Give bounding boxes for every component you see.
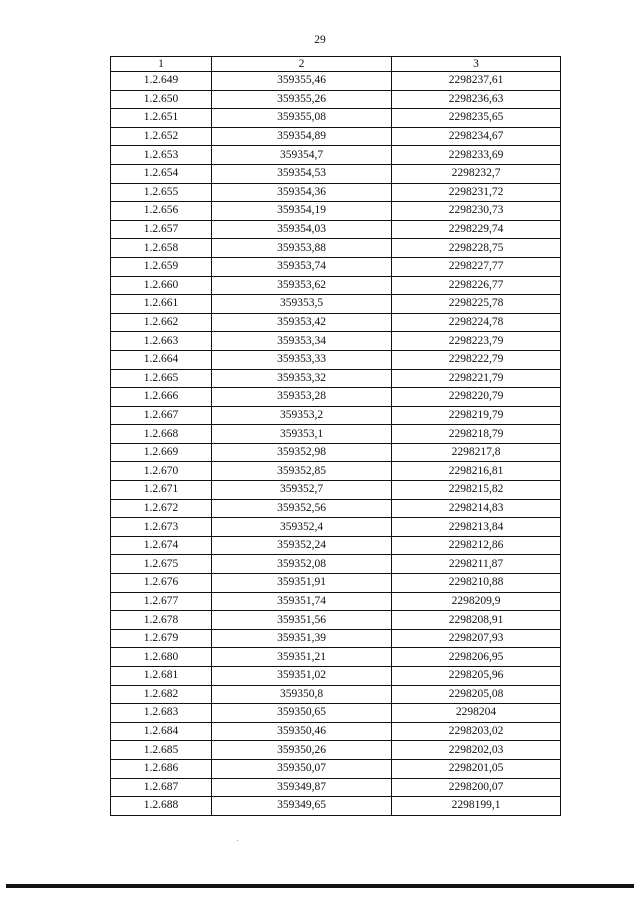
x-coordinate-cell: 359354,89 xyxy=(212,127,392,146)
table-body xyxy=(111,72,561,816)
table-row xyxy=(111,127,561,146)
table-row xyxy=(111,685,561,704)
x-coordinate-cell: 359351,02 xyxy=(212,667,392,686)
point-number-cell: 1.2.656 xyxy=(111,202,212,221)
x-coordinate-cell: 359352,4 xyxy=(212,518,392,537)
point-number-cell: 1.2.654 xyxy=(111,164,212,183)
point-number-cell: 1.2.684 xyxy=(111,722,212,741)
x-coordinate-cell: 359354,7 xyxy=(212,146,392,165)
x-coordinate-cell: 359354,36 xyxy=(212,183,392,202)
y-coordinate-cell: 2298235,65 xyxy=(392,109,561,128)
y-coordinate-cell: 2298234,67 xyxy=(392,127,561,146)
x-coordinate-cell: 359350,26 xyxy=(212,741,392,760)
table-row xyxy=(111,164,561,183)
table-row xyxy=(111,536,561,555)
y-coordinate-cell: 2298222,79 xyxy=(392,350,561,369)
y-coordinate-cell: 2298229,74 xyxy=(392,220,561,239)
point-number-cell: 1.2.686 xyxy=(111,759,212,778)
point-number-cell: 1.2.687 xyxy=(111,778,212,797)
table-row xyxy=(111,295,561,314)
table-row xyxy=(111,797,561,816)
table-row xyxy=(111,704,561,723)
y-coordinate-cell: 2298204 xyxy=(392,704,561,723)
point-number-cell: 1.2.661 xyxy=(111,295,212,314)
y-coordinate-cell: 2298206,95 xyxy=(392,648,561,667)
y-coordinate-cell: 2298220,79 xyxy=(392,388,561,407)
x-coordinate-cell: 359355,46 xyxy=(212,72,392,91)
table-row xyxy=(111,369,561,388)
table-row xyxy=(111,146,561,165)
point-number-cell: 1.2.667 xyxy=(111,406,212,425)
y-coordinate-cell: 2298208,91 xyxy=(392,611,561,630)
x-coordinate-cell: 359354,53 xyxy=(212,164,392,183)
x-coordinate-cell: 359353,5 xyxy=(212,295,392,314)
y-coordinate-cell: 2298236,63 xyxy=(392,90,561,109)
column-header-1: 1 xyxy=(111,57,212,72)
table-row xyxy=(111,406,561,425)
x-coordinate-cell: 359355,26 xyxy=(212,90,392,109)
table-row xyxy=(111,220,561,239)
x-coordinate-cell: 359351,39 xyxy=(212,629,392,648)
scan-speck xyxy=(237,840,238,841)
y-coordinate-cell: 2298215,82 xyxy=(392,481,561,500)
table-row xyxy=(111,239,561,258)
y-coordinate-cell: 2298219,79 xyxy=(392,406,561,425)
point-number-cell: 1.2.685 xyxy=(111,741,212,760)
y-coordinate-cell: 2298230,73 xyxy=(392,202,561,221)
y-coordinate-cell: 2298223,79 xyxy=(392,332,561,351)
point-number-cell: 1.2.680 xyxy=(111,648,212,667)
table-row xyxy=(111,481,561,500)
table-row xyxy=(111,313,561,332)
y-coordinate-cell: 2298227,77 xyxy=(392,257,561,276)
x-coordinate-cell: 359349,87 xyxy=(212,778,392,797)
y-coordinate-cell: 2298233,69 xyxy=(392,146,561,165)
y-coordinate-cell: 2298214,83 xyxy=(392,499,561,518)
point-number-cell: 1.2.659 xyxy=(111,257,212,276)
point-number-cell: 1.2.668 xyxy=(111,425,212,444)
x-coordinate-cell: 359355,08 xyxy=(212,109,392,128)
x-coordinate-cell: 359350,8 xyxy=(212,685,392,704)
table-row xyxy=(111,425,561,444)
x-coordinate-cell: 359354,03 xyxy=(212,220,392,239)
x-coordinate-cell: 359353,42 xyxy=(212,313,392,332)
point-number-cell: 1.2.658 xyxy=(111,239,212,258)
x-coordinate-cell: 359350,46 xyxy=(212,722,392,741)
point-number-cell: 1.2.664 xyxy=(111,350,212,369)
table-row xyxy=(111,90,561,109)
y-coordinate-cell: 2298231,72 xyxy=(392,183,561,202)
column-header-3: 3 xyxy=(392,57,561,72)
x-coordinate-cell: 359352,7 xyxy=(212,481,392,500)
y-coordinate-cell: 2298202,03 xyxy=(392,741,561,760)
column-header-2: 2 xyxy=(212,57,392,72)
x-coordinate-cell: 359353,74 xyxy=(212,257,392,276)
x-coordinate-cell: 359354,19 xyxy=(212,202,392,221)
x-coordinate-cell: 359353,32 xyxy=(212,369,392,388)
table-row xyxy=(111,332,561,351)
table-row xyxy=(111,443,561,462)
coordinates-table xyxy=(110,56,561,816)
table-row xyxy=(111,462,561,481)
table-row xyxy=(111,555,561,574)
y-coordinate-cell: 2298212,86 xyxy=(392,536,561,555)
x-coordinate-cell: 359352,08 xyxy=(212,555,392,574)
y-coordinate-cell: 2298213,84 xyxy=(392,518,561,537)
table-row xyxy=(111,202,561,221)
y-coordinate-cell: 2298221,79 xyxy=(392,369,561,388)
y-coordinate-cell: 2298203,02 xyxy=(392,722,561,741)
point-number-cell: 1.2.671 xyxy=(111,481,212,500)
table-row xyxy=(111,592,561,611)
point-number-cell: 1.2.651 xyxy=(111,109,212,128)
y-coordinate-cell: 2298232,7 xyxy=(392,164,561,183)
table-row xyxy=(111,499,561,518)
table-row xyxy=(111,183,561,202)
y-coordinate-cell: 2298226,77 xyxy=(392,276,561,295)
point-number-cell: 1.2.675 xyxy=(111,555,212,574)
table-row xyxy=(111,648,561,667)
table-row xyxy=(111,574,561,593)
y-coordinate-cell: 2298200,07 xyxy=(392,778,561,797)
table-row xyxy=(111,350,561,369)
point-number-cell: 1.2.660 xyxy=(111,276,212,295)
table-row xyxy=(111,257,561,276)
y-coordinate-cell: 2298205,08 xyxy=(392,685,561,704)
y-coordinate-cell: 2298199,1 xyxy=(392,797,561,816)
point-number-cell: 1.2.688 xyxy=(111,797,212,816)
x-coordinate-cell: 359351,91 xyxy=(212,574,392,593)
point-number-cell: 1.2.655 xyxy=(111,183,212,202)
y-coordinate-cell: 2298209,9 xyxy=(392,592,561,611)
x-coordinate-cell: 359353,33 xyxy=(212,350,392,369)
y-coordinate-cell: 2298201,05 xyxy=(392,759,561,778)
table-row xyxy=(111,778,561,797)
point-number-cell: 1.2.665 xyxy=(111,369,212,388)
y-coordinate-cell: 2298218,79 xyxy=(392,425,561,444)
x-coordinate-cell: 359353,62 xyxy=(212,276,392,295)
x-coordinate-cell: 359353,28 xyxy=(212,388,392,407)
y-coordinate-cell: 2298216,81 xyxy=(392,462,561,481)
point-number-cell: 1.2.676 xyxy=(111,574,212,593)
table-row xyxy=(111,722,561,741)
x-coordinate-cell: 359352,85 xyxy=(212,462,392,481)
x-coordinate-cell: 359353,88 xyxy=(212,239,392,258)
point-number-cell: 1.2.681 xyxy=(111,667,212,686)
point-number-cell: 1.2.653 xyxy=(111,146,212,165)
y-coordinate-cell: 2298210,88 xyxy=(392,574,561,593)
footer-rule xyxy=(6,884,634,888)
table-row xyxy=(111,667,561,686)
x-coordinate-cell: 359353,1 xyxy=(212,425,392,444)
point-number-cell: 1.2.673 xyxy=(111,518,212,537)
table-header-row xyxy=(111,57,561,72)
table-row xyxy=(111,276,561,295)
table-row xyxy=(111,388,561,407)
y-coordinate-cell: 2298224,78 xyxy=(392,313,561,332)
x-coordinate-cell: 359353,2 xyxy=(212,406,392,425)
point-number-cell: 1.2.679 xyxy=(111,629,212,648)
x-coordinate-cell: 359351,56 xyxy=(212,611,392,630)
x-coordinate-cell: 359349,65 xyxy=(212,797,392,816)
x-coordinate-cell: 359350,07 xyxy=(212,759,392,778)
point-number-cell: 1.2.669 xyxy=(111,443,212,462)
x-coordinate-cell: 359350,65 xyxy=(212,704,392,723)
point-number-cell: 1.2.677 xyxy=(111,592,212,611)
page-number: 29 xyxy=(314,34,326,46)
point-number-cell: 1.2.682 xyxy=(111,685,212,704)
point-number-cell: 1.2.649 xyxy=(111,72,212,91)
table-row xyxy=(111,629,561,648)
point-number-cell: 1.2.657 xyxy=(111,220,212,239)
point-number-cell: 1.2.683 xyxy=(111,704,212,723)
point-number-cell: 1.2.662 xyxy=(111,313,212,332)
y-coordinate-cell: 2298237,61 xyxy=(392,72,561,91)
y-coordinate-cell: 2298217,8 xyxy=(392,443,561,462)
table-row xyxy=(111,518,561,537)
y-coordinate-cell: 2298225,78 xyxy=(392,295,561,314)
y-coordinate-cell: 2298207,93 xyxy=(392,629,561,648)
point-number-cell: 1.2.678 xyxy=(111,611,212,630)
point-number-cell: 1.2.672 xyxy=(111,499,212,518)
table-row xyxy=(111,611,561,630)
y-coordinate-cell: 2298211,87 xyxy=(392,555,561,574)
table-row xyxy=(111,759,561,778)
x-coordinate-cell: 359353,34 xyxy=(212,332,392,351)
point-number-cell: 1.2.666 xyxy=(111,388,212,407)
x-coordinate-cell: 359352,56 xyxy=(212,499,392,518)
y-coordinate-cell: 2298228,75 xyxy=(392,239,561,258)
point-number-cell: 1.2.674 xyxy=(111,536,212,555)
x-coordinate-cell: 359352,24 xyxy=(212,536,392,555)
point-number-cell: 1.2.650 xyxy=(111,90,212,109)
y-coordinate-cell: 2298205,96 xyxy=(392,667,561,686)
x-coordinate-cell: 359351,74 xyxy=(212,592,392,611)
point-number-cell: 1.2.663 xyxy=(111,332,212,351)
x-coordinate-cell: 359352,98 xyxy=(212,443,392,462)
table-row xyxy=(111,109,561,128)
point-number-cell: 1.2.652 xyxy=(111,127,212,146)
point-number-cell: 1.2.670 xyxy=(111,462,212,481)
x-coordinate-cell: 359351,21 xyxy=(212,648,392,667)
table-row xyxy=(111,72,561,91)
table-row xyxy=(111,741,561,760)
